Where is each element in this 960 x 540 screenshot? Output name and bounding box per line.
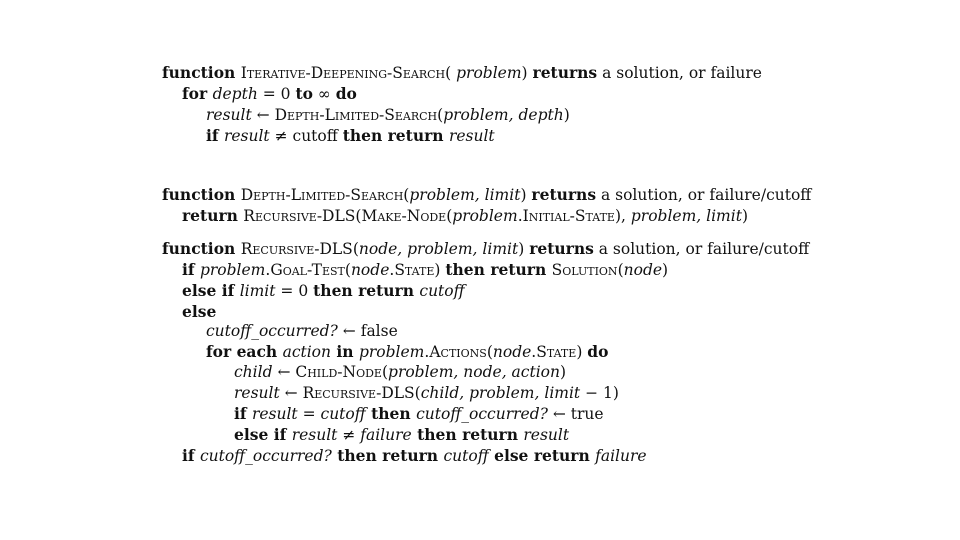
- keyword: else: [182, 302, 217, 321]
- function-name: Actions: [429, 343, 487, 361]
- plain-text: (: [445, 64, 457, 82]
- keyword: function: [162, 185, 241, 204]
- pseudocode-line: [182, 260, 668, 280]
- plain-text: ∞: [312, 85, 336, 103]
- variable: cutoff: [320, 405, 366, 423]
- variable: problem, node, action: [388, 363, 560, 381]
- plain-text: = 0: [257, 85, 296, 103]
- variable: node, problem, limit: [358, 240, 519, 258]
- function-name: Goal-Test: [270, 261, 345, 279]
- variable: failure: [360, 426, 412, 444]
- plain-text: a solution, or failure/cutoff: [593, 240, 810, 258]
- pseudocode-line: [234, 383, 619, 403]
- keyword: for: [182, 84, 213, 103]
- keyword: if: [182, 446, 200, 465]
- keyword: then return: [313, 281, 420, 300]
- keyword: for each: [206, 342, 283, 361]
- keyword: then return: [411, 425, 524, 444]
- pseudocode-line: [182, 446, 647, 466]
- keyword: do: [335, 84, 357, 103]
- plain-text: ←: [279, 384, 303, 402]
- variable: depth: [212, 85, 258, 103]
- plain-text: ← false: [337, 322, 398, 340]
- keyword: if: [234, 404, 252, 423]
- pseudocode-line: [234, 404, 604, 424]
- plain-text: ): [518, 240, 530, 258]
- pseudocode-line: [234, 362, 566, 382]
- keyword: then return: [445, 260, 552, 279]
- variable: limit: [239, 282, 276, 300]
- pseudocode-line: [206, 105, 570, 125]
- keyword: return: [182, 206, 244, 225]
- pseudocode-line: [162, 63, 762, 83]
- keyword: returns: [532, 63, 598, 82]
- variable: result: [223, 127, 270, 145]
- plain-text: (: [403, 186, 410, 204]
- plain-text: ): [520, 186, 532, 204]
- variable: failure: [595, 447, 647, 465]
- plain-text: .: [389, 261, 395, 279]
- pseudocode-line: [162, 239, 809, 259]
- variable: problem: [452, 207, 518, 225]
- function-name: Make-Node: [361, 207, 447, 225]
- plain-text: ): [576, 343, 588, 361]
- variable: child, problem, limit: [420, 384, 581, 402]
- plain-text: ← true: [547, 405, 604, 423]
- plain-text: (: [352, 240, 359, 258]
- plain-text: (: [414, 384, 421, 402]
- variable: cutoff: [419, 282, 465, 300]
- variable: problem, limit: [630, 207, 742, 225]
- keyword: else return: [488, 446, 596, 465]
- variable: problem, depth: [443, 106, 564, 124]
- plain-text: ): [521, 64, 533, 82]
- pseudocode-line: [206, 321, 398, 341]
- variable: cutoff_occurred?: [206, 322, 338, 340]
- plain-text: ←: [251, 106, 275, 124]
- variable: problem, limit: [409, 186, 521, 204]
- keyword: returns: [529, 239, 594, 258]
- variable: problem: [358, 343, 425, 361]
- plain-text: ): [563, 106, 570, 124]
- pseudocode-line: [234, 425, 569, 445]
- plain-text: a solution, or failure/cutoff: [596, 186, 812, 204]
- plain-text: ): [741, 207, 748, 225]
- pseudocode-line: [206, 126, 495, 146]
- plain-text: .: [531, 343, 537, 361]
- variable: action: [282, 343, 332, 361]
- plain-text: ≠: [337, 426, 361, 444]
- keyword: then return: [342, 126, 449, 145]
- plain-text: (: [381, 363, 389, 381]
- keyword: if: [182, 260, 200, 279]
- function-name: Recursive-DLS: [243, 207, 356, 225]
- plain-text: =: [297, 405, 321, 423]
- keyword: do: [587, 342, 609, 361]
- variable: cutoff_occurred?: [416, 405, 548, 423]
- function-name: Child-Node: [295, 363, 382, 381]
- keyword: then return: [331, 446, 444, 465]
- plain-text: (: [344, 261, 351, 279]
- function-name: Depth-Limited-Search: [274, 106, 438, 124]
- variable: result: [291, 426, 338, 444]
- plain-text: (: [355, 207, 362, 225]
- pseudocode-line: [182, 302, 216, 322]
- function-name: Recursive-DLS: [240, 240, 353, 258]
- plain-text: = 0: [275, 282, 314, 300]
- plain-text: ): [559, 363, 567, 381]
- keyword: function: [162, 239, 241, 258]
- function-name: State: [394, 261, 435, 279]
- variable: node: [492, 343, 532, 361]
- plain-text: .: [517, 207, 523, 225]
- keyword: to: [295, 84, 313, 103]
- plain-text: .: [424, 343, 430, 361]
- variable: result: [523, 426, 570, 444]
- variable: problem: [199, 261, 266, 279]
- plain-text: ≠ cutoff: [269, 127, 343, 145]
- pseudocode-line: [182, 206, 748, 226]
- variable: result: [251, 405, 298, 423]
- plain-text: ): [662, 261, 669, 279]
- pseudocode-line: [206, 342, 608, 362]
- pseudocode-line: [182, 84, 357, 104]
- plain-text: ←: [272, 363, 296, 381]
- variable: node: [623, 261, 663, 279]
- variable: result: [234, 384, 280, 402]
- variable: cutoff: [443, 447, 489, 465]
- function-name: Iterative-Deepening-Search: [240, 64, 446, 82]
- variable: node: [350, 261, 390, 279]
- variable: result: [448, 127, 495, 145]
- pseudocode-line: [182, 281, 465, 301]
- function-name: Initial-State: [522, 207, 615, 225]
- pseudocode-line: [162, 185, 811, 205]
- plain-text: a solution, or failure: [597, 64, 762, 82]
- keyword: if: [206, 126, 224, 145]
- keyword: then: [365, 404, 417, 423]
- keyword: else if: [234, 425, 292, 444]
- keyword: returns: [531, 185, 597, 204]
- plain-text: ): [434, 261, 446, 279]
- plain-text: (: [617, 261, 624, 279]
- variable: problem: [456, 64, 522, 82]
- function-name: Solution: [551, 261, 618, 279]
- variable: cutoff_occurred?: [199, 447, 332, 465]
- function-name: Depth-Limited-Search: [240, 186, 404, 204]
- plain-text: − 1): [580, 384, 619, 402]
- variable: result: [206, 106, 252, 124]
- keyword: else if: [182, 281, 240, 300]
- plain-text: .: [265, 261, 271, 279]
- plain-text: (: [486, 343, 493, 361]
- function-name: Recursive-DLS: [302, 384, 415, 402]
- function-name: State: [536, 343, 577, 361]
- variable: child: [234, 363, 273, 381]
- keyword: function: [162, 63, 241, 82]
- keyword: in: [331, 342, 359, 361]
- plain-text: ),: [614, 207, 631, 225]
- plain-text: (: [446, 207, 453, 225]
- plain-text: (: [437, 106, 444, 124]
